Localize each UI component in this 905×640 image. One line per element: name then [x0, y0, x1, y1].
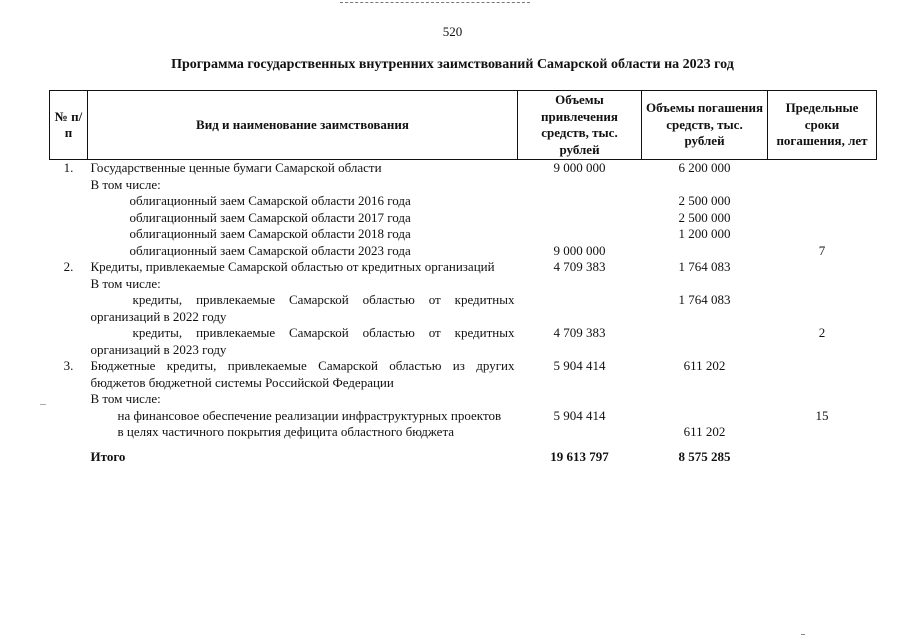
table-row [50, 177, 877, 194]
row-term: 2 [818, 325, 826, 340]
row-num [50, 193, 88, 210]
header-repay: Объемы погашения средств, тыс. рублей [642, 91, 768, 160]
row-attract: 5 904 414 [553, 358, 606, 373]
row-term [768, 391, 877, 408]
row-name: облигационный заем Самарской области 2023 года [129, 242, 411, 258]
row-num [50, 243, 88, 260]
row-repay [642, 177, 768, 194]
table-row [50, 325, 877, 358]
table-row [50, 358, 877, 391]
row-num [50, 292, 88, 325]
row-attract [518, 276, 642, 293]
corner-mark [801, 634, 805, 635]
row-num [50, 391, 88, 408]
table-row [50, 210, 877, 227]
table-row [50, 391, 877, 408]
row-term [768, 276, 877, 293]
row-num [50, 226, 88, 243]
row-attract: 9 000 000 [553, 242, 606, 258]
total-row [50, 441, 877, 466]
header-name: Вид и наименование заимствования [88, 91, 518, 160]
row-attract [518, 193, 642, 210]
row-name: кредиты, привлекаемые Самарской областью от кредитных организаций в 2022 году [90, 292, 515, 324]
row-term [768, 226, 877, 243]
row-repay: 1 764 083 [678, 292, 731, 307]
row-name: кредиты, привлекаемые Самарской областью от кредитных организаций в 2023 году [90, 325, 515, 357]
row-name: В том числе: [90, 275, 161, 291]
row-num: 1. [63, 160, 74, 175]
row-term [768, 177, 877, 194]
row-num [50, 276, 88, 293]
row-attract [518, 391, 642, 408]
row-name: В том числе: [90, 176, 161, 192]
table-row [50, 193, 877, 210]
row-name: Кредиты, привлекаемые Самарской областью от кредитных организаций [90, 259, 495, 274]
total-repay: 8 575 285 [678, 448, 731, 464]
row-name: облигационный заем Самарской области 2018 года [129, 226, 411, 241]
table-row [50, 259, 877, 276]
row-repay: 2 500 000 [678, 209, 731, 225]
row-attract: 5 904 414 [553, 407, 606, 423]
header-attract: Объемы привлечения средств, тыс. рублей [518, 91, 642, 160]
row-repay: 611 202 [683, 424, 726, 439]
table-row [50, 243, 877, 260]
row-repay: 611 202 [683, 358, 726, 373]
row-repay: 2 500 000 [678, 193, 731, 208]
table-row [50, 276, 877, 293]
row-num [50, 408, 88, 425]
row-name: Бюджетные кредиты, привлекаемые Самарской областью из других бюджетов бюджетной системы Российской Федерации [90, 358, 515, 390]
row-name: Государственные ценные бумаги Самарской области [90, 160, 382, 175]
borrowing-table [49, 90, 877, 465]
row-name: облигационный заем Самарской области 2017 года [129, 209, 411, 225]
row-term: 15 [815, 407, 829, 423]
table-row [50, 160, 877, 177]
row-name: на финансовое обеспечение реализации инфраструктурных проектов [117, 407, 502, 423]
row-repay [642, 325, 768, 358]
table-row [50, 424, 877, 441]
row-repay [642, 408, 768, 425]
row-attract [518, 226, 642, 243]
row-attract: 4 709 383 [553, 259, 606, 274]
row-attract [518, 177, 642, 194]
row-num [50, 177, 88, 194]
row-num: 2. [63, 259, 74, 274]
row-name: в целях частичного покрытия дефицита областного бюджета [117, 424, 455, 439]
row-term [768, 259, 877, 276]
header-num: № п/п [50, 91, 88, 160]
row-num: 3. [63, 358, 74, 373]
row-attract [518, 424, 642, 441]
row-num [50, 325, 88, 358]
row-term [768, 193, 877, 210]
margin-mark [40, 404, 46, 405]
table-body [50, 160, 877, 441]
row-term [768, 210, 877, 227]
table-header-row [50, 91, 877, 160]
table-row [50, 292, 877, 325]
table-row [50, 226, 877, 243]
document-title: Программа государственных внутренних заимствований Самарской области на 2023 год [171, 57, 734, 72]
row-repay: 1 200 000 [678, 226, 731, 241]
table-row [50, 408, 877, 425]
total-label: Итого [90, 448, 126, 464]
row-term: 7 [818, 242, 826, 258]
row-term [768, 358, 877, 391]
row-term [768, 292, 877, 325]
page-number: 520 [442, 24, 463, 39]
header-term: Предельные сроки погашения, лет [768, 91, 877, 160]
row-attract [518, 210, 642, 227]
row-repay: 1 764 083 [678, 259, 731, 274]
row-name: В том числе: [90, 391, 161, 406]
row-repay [642, 243, 768, 260]
row-term [768, 160, 877, 177]
row-name: облигационный заем Самарской области 2016 года [129, 193, 411, 208]
row-num [50, 210, 88, 227]
row-attract: 4 709 383 [553, 325, 606, 340]
row-attract: 9 000 000 [553, 160, 606, 175]
row-term [768, 424, 877, 441]
row-repay [642, 276, 768, 293]
row-repay: 6 200 000 [678, 160, 731, 175]
total-attract: 19 613 797 [550, 448, 609, 464]
top-dashed-line [340, 2, 530, 3]
row-attract [518, 292, 642, 325]
row-repay [642, 391, 768, 408]
row-num [50, 424, 88, 441]
